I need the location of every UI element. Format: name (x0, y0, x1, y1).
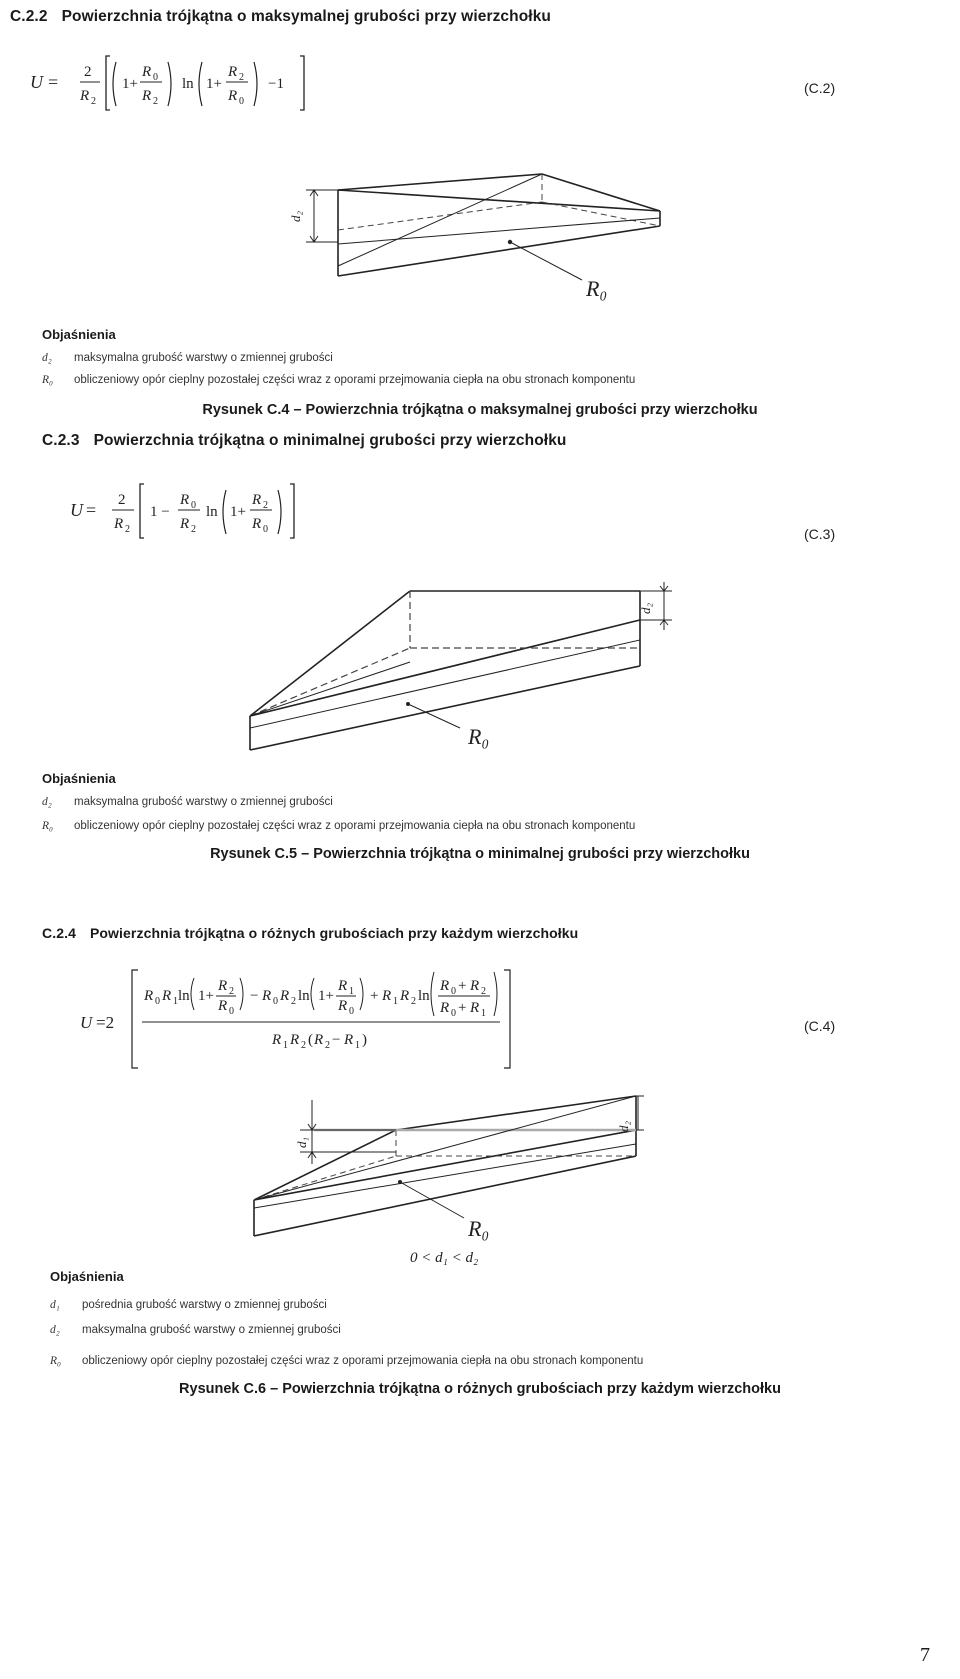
svg-text:R: R (272, 1032, 282, 1048)
svg-text:R: R (262, 988, 272, 1004)
dim-label-d2: d₂ (616, 1120, 631, 1132)
svg-text:R: R (228, 64, 238, 80)
section-title: Powierzchnia trójkątna o różnych grubościach przy każdym wierzchołku (89, 925, 579, 941)
svg-text:1+: 1+ (206, 76, 222, 92)
svg-text:R: R (280, 988, 290, 1004)
legend-symbol: R₀ (42, 820, 54, 832)
svg-text:2: 2 (325, 1040, 330, 1051)
svg-text:0: 0 (191, 500, 196, 511)
legend-symbol: d₂ (42, 352, 52, 364)
section-number: C.2.2 (10, 8, 48, 25)
legend-text: maksymalna grubość warstwy o zmiennej grubości (74, 352, 333, 364)
figure-c6-wedge (240, 1096, 700, 1266)
svg-text:2: 2 (481, 986, 486, 997)
svg-text:0: 0 (263, 524, 268, 535)
svg-text:R: R (144, 988, 154, 1004)
svg-text:0: 0 (451, 1008, 456, 1019)
svg-text:ln: ln (206, 504, 218, 520)
r0-label: R₀ (586, 276, 608, 301)
legend-text: obliczeniowy opór cieplny pozostałej części wraz z oporami przejmowania ciepła na obu stronach komponentu (82, 1355, 644, 1367)
svg-text:1 −: 1 − (150, 504, 170, 520)
figure-caption: Rysunek C.5 – Powierzchnia trójkątna o minimalnej grubości przy wierzchołku (210, 846, 750, 862)
svg-text:1+: 1+ (122, 76, 138, 92)
svg-text:=: = (86, 500, 97, 520)
svg-text:R: R (290, 1032, 300, 1048)
dim-label-d2: d₂ (288, 210, 303, 222)
r0-label: R₀ (468, 1216, 490, 1241)
svg-text:R: R (142, 64, 152, 80)
section-heading-c22 (10, 8, 551, 26)
r0-label: R₀ (468, 724, 490, 749)
section-heading-c24 (42, 925, 578, 941)
legend-symbol: R₀ (50, 1355, 62, 1367)
legend-text: pośrednia grubość warstwy o zmiennej grubości (82, 1299, 327, 1311)
svg-text:2: 2 (411, 996, 416, 1007)
svg-text:2: 2 (263, 500, 268, 511)
svg-text:R: R (114, 516, 124, 532)
legend-title: Objaśnienia (50, 1269, 124, 1284)
svg-text:2: 2 (84, 64, 92, 80)
svg-text:R: R (252, 492, 262, 508)
svg-text:=: = (48, 72, 59, 92)
equation-label: (C.3) (804, 526, 836, 542)
svg-text:2: 2 (153, 96, 158, 107)
svg-text:+: + (458, 1000, 467, 1016)
svg-text:R: R (338, 998, 348, 1014)
svg-text:ln: ln (418, 988, 430, 1004)
svg-text:0: 0 (229, 1006, 234, 1017)
equation-c3 (70, 478, 330, 544)
svg-text:−: − (250, 988, 259, 1004)
svg-text:ln: ln (298, 988, 310, 1004)
legend-symbol: d₁ (50, 1299, 60, 1311)
svg-text:1: 1 (393, 996, 398, 1007)
svg-text:2: 2 (125, 524, 130, 535)
legend-symbol: d₂ (50, 1324, 60, 1336)
legend-item (42, 374, 635, 386)
section-heading-c23 (42, 432, 567, 450)
svg-text:2: 2 (301, 1040, 306, 1051)
svg-text:1: 1 (481, 1008, 486, 1019)
svg-text:R: R (338, 978, 348, 994)
svg-text:=2: =2 (96, 1013, 115, 1032)
svg-text:2: 2 (239, 72, 244, 83)
legend-text: maksymalna grubość warstwy o zmiennej grubości (82, 1324, 341, 1336)
svg-text:R: R (344, 1032, 354, 1048)
svg-text:0: 0 (349, 1006, 354, 1017)
section-number: C.2.3 (42, 432, 80, 449)
svg-text:0: 0 (273, 996, 278, 1007)
svg-text:R: R (314, 1032, 324, 1048)
legend-text: maksymalna grubość warstwy o zmiennej grubości (74, 796, 333, 808)
condition-label: 0 < d₁ < d₂ (410, 1250, 479, 1266)
svg-text:R: R (162, 988, 172, 1004)
svg-text:0: 0 (239, 96, 244, 107)
svg-text:R: R (440, 1000, 450, 1016)
svg-text:1+: 1+ (198, 988, 214, 1004)
legend-text: obliczeniowy opór cieplny pozostałej części wraz z oporami przejmowania ciepła na obu stronach komponentu (74, 374, 636, 386)
svg-text:U: U (80, 1013, 93, 1032)
figure-c4-wedge (290, 168, 690, 318)
svg-text:−1: −1 (268, 76, 284, 92)
svg-text:R: R (218, 998, 228, 1014)
svg-text:R: R (470, 1000, 480, 1016)
svg-text:1: 1 (349, 986, 354, 997)
page-number: 7 (920, 1644, 930, 1666)
svg-text:R: R (400, 988, 410, 1004)
figure-caption: Rysunek C.4 – Powierzchnia trójkątna o maksymalnej grubości przy wierzchołku (202, 402, 758, 418)
svg-text:2: 2 (191, 524, 196, 535)
legend-symbol: R₀ (42, 374, 54, 386)
legend-item (50, 1324, 341, 1336)
svg-text:ln: ln (182, 76, 194, 92)
legend-item (42, 352, 333, 364)
equation-c4 (80, 966, 590, 1072)
equation-label: (C.2) (804, 80, 836, 96)
svg-text:R: R (252, 516, 262, 532)
svg-text:R: R (180, 516, 190, 532)
svg-text:R: R (80, 88, 90, 104)
legend-item (50, 1355, 643, 1367)
svg-text:R: R (218, 978, 228, 994)
figure-caption: Rysunek C.6 – Powierzchnia trójkątna o różnych grubościach przy każdym wierzchołku (179, 1381, 781, 1397)
svg-text:0: 0 (155, 996, 160, 1007)
svg-text:+: + (458, 978, 467, 994)
svg-text:1: 1 (283, 1040, 288, 1051)
svg-text:R: R (228, 88, 238, 104)
legend-item (42, 796, 333, 808)
svg-text:R: R (180, 492, 190, 508)
svg-text:U: U (70, 500, 83, 520)
svg-text:2: 2 (229, 986, 234, 997)
legend-item (42, 820, 635, 832)
svg-text:2: 2 (91, 96, 96, 107)
svg-text:2: 2 (291, 996, 296, 1007)
svg-text:): ) (362, 1032, 367, 1048)
svg-text:1+: 1+ (318, 988, 334, 1004)
svg-text:1: 1 (355, 1040, 360, 1051)
legend-title: Objaśnienia (42, 771, 116, 786)
equation-label: (C.4) (804, 1018, 836, 1034)
svg-text:R: R (470, 978, 480, 994)
svg-text:U: U (30, 72, 43, 92)
svg-text:ln: ln (178, 988, 190, 1004)
svg-text:0: 0 (451, 986, 456, 997)
dim-label-d2: d₂ (638, 602, 653, 614)
svg-text:1: 1 (173, 996, 178, 1007)
svg-text:R: R (440, 978, 450, 994)
equation-c2 (30, 48, 370, 116)
figure-c5-wedge (240, 588, 700, 758)
section-title: Powierzchnia trójkątna o maksymalnej grubości przy wierzchołku (61, 8, 551, 25)
svg-text:−: − (332, 1032, 341, 1048)
section-title: Powierzchnia trójkątna o minimalnej grubości przy wierzchołku (93, 432, 567, 449)
svg-text:1+: 1+ (230, 504, 246, 520)
legend-symbol: d₂ (42, 796, 52, 808)
svg-text:R: R (142, 88, 152, 104)
svg-text:R: R (382, 988, 392, 1004)
svg-text:0: 0 (153, 72, 158, 83)
svg-text:2: 2 (118, 492, 126, 508)
dim-label-d1: d₁ (294, 1136, 309, 1148)
svg-text:(: ( (308, 1032, 313, 1048)
svg-text:+: + (370, 988, 379, 1004)
legend-text: obliczeniowy opór cieplny pozostałej części wraz z oporami przejmowania ciepła na obu stronach komponentu (74, 820, 636, 832)
legend-title: Objaśnienia (42, 327, 116, 342)
legend-item (50, 1299, 327, 1311)
section-number: C.2.4 (42, 925, 76, 941)
